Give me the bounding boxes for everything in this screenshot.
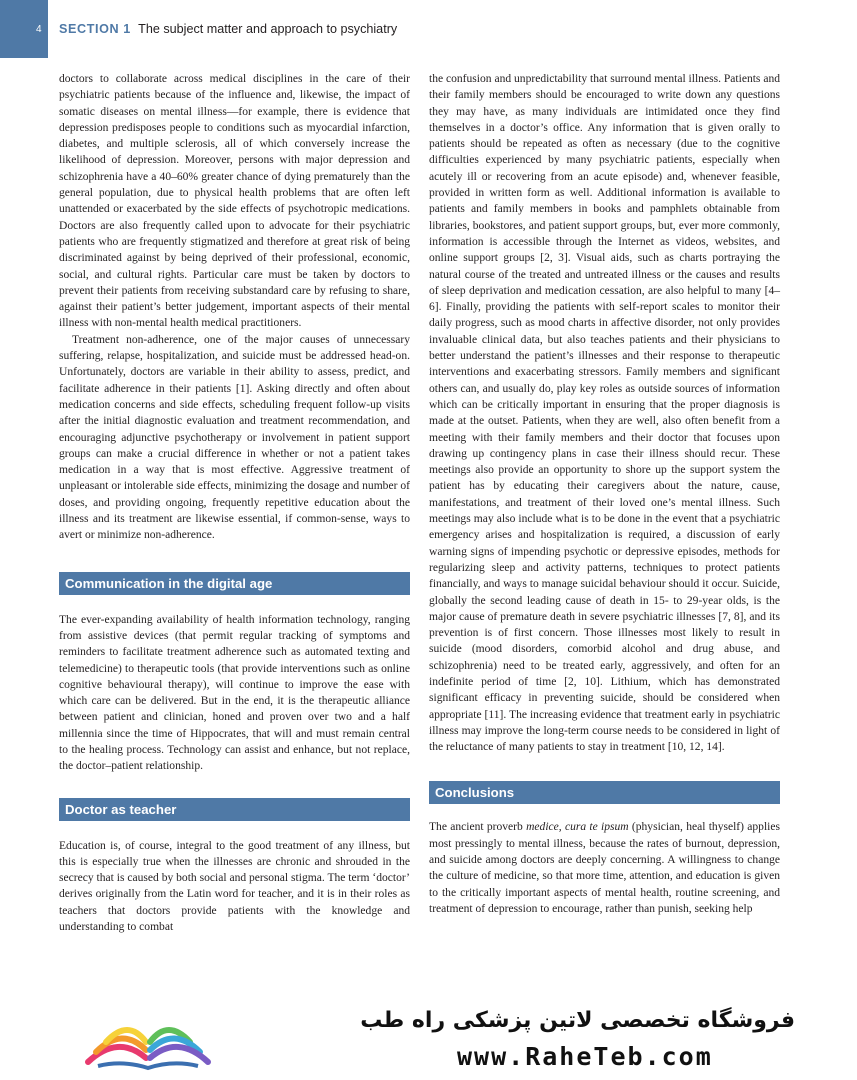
section-title: The subject matter and approach to psychiatry <box>138 22 398 36</box>
conclusions-text: (physician, heal thyself) applies most pressingly to mental illness, because the rates of burnout, depression, and suicide among doctors are deeply concerning. A willingness to change the culture of medicine, so that more time, attention, and education is given to the critically important aspects of mental health, routine screening, and treatment of depression to encourage, rather than punish, seeking help <box>429 821 780 915</box>
running-head <box>59 22 397 36</box>
right-column <box>429 71 780 917</box>
section-heading-conclusions: Conclusions <box>429 781 780 804</box>
section-heading-doctor-as-teacher: Doctor as teacher <box>59 798 410 821</box>
left-column <box>59 71 410 935</box>
page-number: 4 <box>36 24 42 35</box>
paragraph: The ever-expanding availability of health information technology, ranging from assistive devices (that permit regular tracking of symptoms and reminders to facilitate treatment adherence such as automated texting and telemedicine) to therapeutic tools (that provide interventions such as online cognitive behavioural therapy), will continue to improve the ease with which care can be delivered. But in the end, it is the therapeutic alliance between patient and clinician, honed and proven over two and a half millennia since the time of Hippocrates, that will and must remain central to the healing process. Technology can assist and enhance, but not replace, the doctor–patient relationship. <box>59 613 410 773</box>
page-number-tab <box>0 0 48 58</box>
conclusions-text: The ancient proverb <box>429 821 527 834</box>
latin-proverb: medice, cura te ipsum <box>526 821 629 834</box>
watermark-fade <box>40 978 818 993</box>
paragraph: Education is, of course, integral to the good treatment of any illness, but this is especially true when the illnesses are chronic and shrouded in the secrecy that is caused by both social and personal stigma. The term ‘doctor’ derives originally from the Latin word for teacher, and it is in their roles as teachers that doctors provide patients with the knowledge and understanding to combat <box>59 839 410 934</box>
paragraph <box>429 819 780 917</box>
section-heading-digital-age: Communication in the digital age <box>59 572 410 595</box>
open-book-rainbow-logo-icon <box>78 1004 218 1074</box>
store-url: www.RaheTeb.com <box>457 1042 713 1071</box>
paragraph: doctors to collaborate across medical disciplines in the care of their psychiatric patients because of the influence and, likewise, the impact of somatic diseases on mental illness—for example, there is evidence that depression predisposes people to conditions such as myocardial infarction, diabetes, and multiple sclerosis, all of which conversely increase the likelihood of depression. Moreover, persons with major depression and schizophrenia have a 40–60% greater chance of dying prematurely than the general population, due to physical health problems that are often left unattended or exacerbated by the side effects of psychotropic medications. Doctors are also frequently called upon to advocate for their psychiatric patients who are frequently stigmatized and therefore at great risk of being discriminated against by being deprived of their professional, economic, social, and cultural rights. Particular care must be taken by doctors to prevent their patients from receiving substandard care by refusing to share, against their patient’s better judgement, important aspects of their mental illness with non-mental health medical practitioners. <box>59 73 410 330</box>
section-label: SECTION 1 <box>59 22 131 36</box>
paragraph: the confusion and unpredictability that surround mental illness. Patients and their family members should be encouraged to write down any questions they may have, as many individuals are intimidated once they find themselves in a doctor’s office. Any information that is given orally to patients should be repeated as often as necessary (due to the cognitive difficulties experienced by many psychiatric patients, especially when acutely ill or recovering from an acute episode) and, whenever feasible, provided in written form as well. Additional information is available to patients and family members in books and pamphlets obtainable from libraries, bookstores, and patient support groups, but, ever more commonly, information is accessible through the Internet as videos, websites, and online support groups [2, 3]. Visual aids, such as charts portraying the natural course of the treated and untreated illness or the causes and results of sleep deprivation and medication cessation, are also helpful to many [4–6]. Finally, providing the patients with self-report scales to monitor their daily progress, such as mood charts in affective disorder, not only provides invaluable clinical data, but also teaches patients and their physicians to better understand the patient’s illnesses and their response to therapeutic interventions and exacerbating stressors. Family members and significant others can, and usually do, play key roles as outside sources of information which can be critically important in ensuring that the proper diagnosis is made at the outset. Patients, when they are well, also often benefit from a meeting with their family members and their doctor that focuses upon drawing up contingency plans in case their illness should recur. These meetings also provide an opportunity to shore up the support system the patient has by educating their caregivers about the nature, cause, manifestations, and treatment of their loved one’s mental illness. Such meetings may also include what is to be done in the event that a psychiatric emergency arises and hospitalization is required, a discussion of early warning signs of impending psychotic or depressive episodes, methods for regularizing sleep and activity patterns, techniques to protect patients financially, and ways to manage suicidal behaviour should it occur. Suicide, globally the second leading cause of death in 15- to 29-year olds, is the major cause of premature death in severe psychiatric illnesses [7, 8], and its prevention is of first concern. Those illnesses most likely to result in suicide (mood disorders, comorbid alcohol and drug abuse, and schizophrenia) need to be treated early, aggressively, and often for an indefinite period of time [2, 10]. Lithium, which has demonstrated significant efficacy in preventing suicide, should be considered when appropriate [11]. The increasing evidence that treatment early in psychiatric illness may improve the long-term course needs to be considered in light of the reluctance of many patients to stay in treatment [10, 12, 14]. <box>429 73 780 754</box>
store-name: فروشگاه تخصصی لاتین پزشکی راه طب <box>360 1008 795 1033</box>
paragraph: Treatment non-adherence, one of the major causes of unnecessary suffering, relapse, hospitalization, and suicide must be addressed head-on. Unfortunately, doctors are variable in their ability to assess, predict, and facilitate adherence in their patients [1]. Asking directly and often about medication concerns and side effects, scheduling frequent follow-up visits after the initial diagnostic evaluation and treatment recommendation, and encouraging adjunctive psychotherapy or involvement in patient support groups can make a crucial difference in whether or not a patient takes medication in a way that is most effective. Aggressive treatment of unpleasant or intolerable side effects, minimizing the dosage and number of doses, and providing ongoing, frequently repetitive education about the illness and its treatment are likewise essential, if common-sense, ways to avert or minimize non-adherence. <box>59 333 410 542</box>
